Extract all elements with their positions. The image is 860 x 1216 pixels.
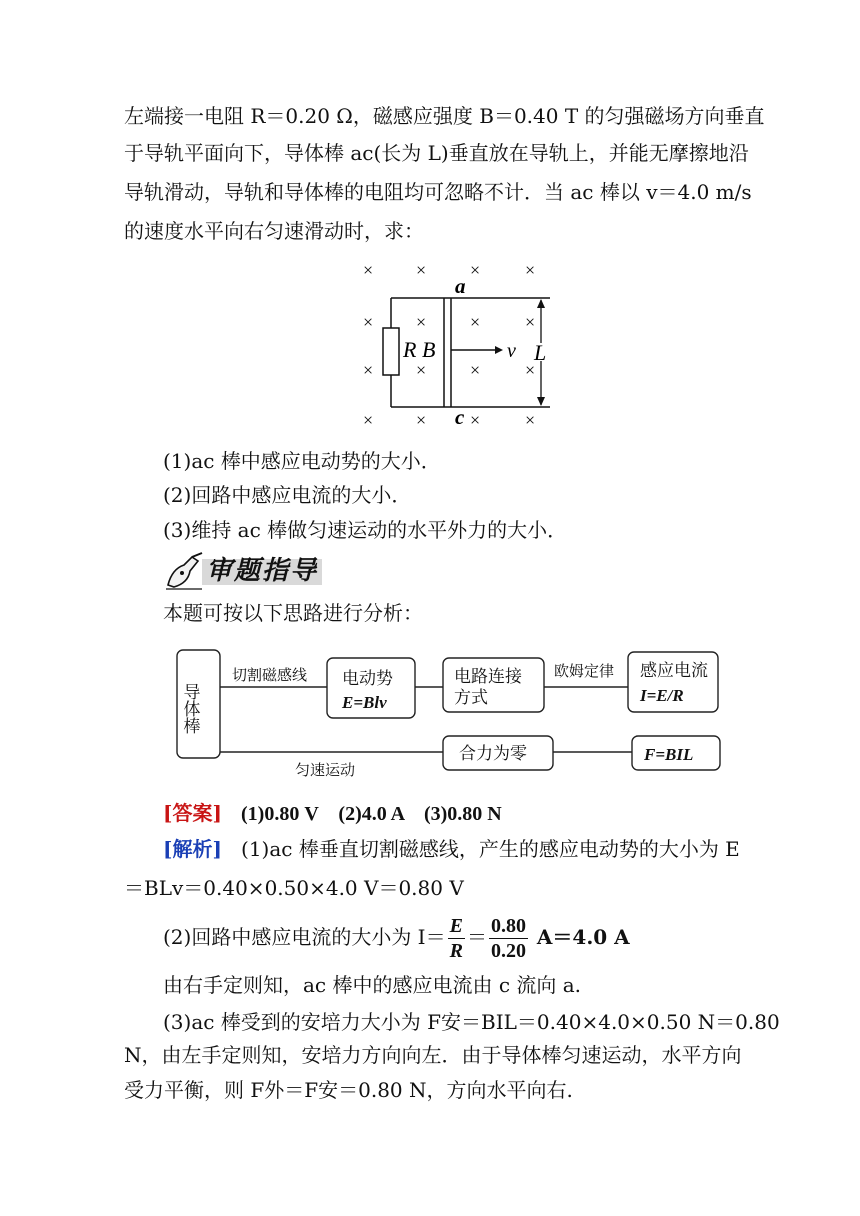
box-current-line2: I=E/R	[640, 686, 684, 705]
problem-line-4: 的速度水平向右匀速滑动时，求：	[124, 219, 424, 243]
label-v: v	[507, 340, 516, 362]
cross-mark: ×	[416, 260, 427, 280]
answer-line	[163, 801, 502, 826]
analysis-line-6: N，由左手定则知，安培力方向向左．由于导体棒匀速运动，水平方向	[124, 1043, 742, 1067]
resistor-symbol	[383, 328, 399, 375]
cross-mark: ×	[416, 360, 427, 380]
question-2: (2)回路中感应电流的大小．	[163, 483, 412, 507]
answer-text: (1)0.80 V (2)4.0 A (3)0.80 N	[241, 803, 502, 825]
question-3: (3)维持 ac 棒做匀速运动的水平外力的大小．	[163, 518, 568, 542]
box-force-label: F=BIL	[644, 745, 694, 764]
equals-sign: ＝	[466, 925, 487, 949]
box-emf-line2: E=Blv	[342, 693, 387, 712]
analysis-flowchart	[170, 642, 730, 782]
box-circuit-line1: 电路连接	[454, 667, 522, 686]
label-L: L	[534, 340, 547, 365]
edge-uniform-label: 匀速运动	[295, 763, 356, 779]
cross-mark: ×	[363, 260, 374, 280]
analysis-line-1	[163, 837, 740, 861]
box-current-line1: 感应电流	[640, 661, 708, 680]
cross-mark: ×	[363, 360, 374, 380]
box-circuit-line2: 方式	[454, 688, 488, 707]
label-c: c	[455, 405, 465, 429]
cross-mark: ×	[363, 410, 374, 430]
answer-tag: [答案]	[163, 801, 222, 825]
cross-mark: ×	[470, 312, 481, 332]
cross-mark: ×	[525, 410, 536, 430]
analysis-tag: [解析]	[163, 837, 222, 861]
guide-heading	[162, 551, 327, 591]
cross-mark: ×	[363, 312, 374, 332]
cross-mark: ×	[470, 260, 481, 280]
analysis-line-7: 受力平衡，则 F外＝F安＝0.80 N，方向水平向右.	[124, 1078, 573, 1102]
box-net-label: 合力为零	[459, 744, 527, 763]
box-emf-line1: 电动势	[342, 669, 393, 688]
analysis-line-2: ＝BLv＝0.40×0.50×4.0 V＝0.80 V	[124, 876, 464, 900]
analysis-p1a: (1)ac 棒垂直切割磁感线，产生的感应电动势的大小为 E	[241, 837, 740, 861]
cross-mark: ×	[525, 360, 536, 380]
analysis-line-4: 由右手定则知，ac 棒中的感应电流由 c 流向 a.	[163, 973, 582, 997]
pen-mascot-icon	[162, 551, 206, 591]
label-B: B	[422, 337, 436, 362]
circuit-figure	[355, 258, 555, 433]
edge-cut-label: 切割磁感线	[232, 668, 308, 684]
fraction-values: $\frac{0.80}{0.20}$	[490, 915, 526, 962]
analysis-line-5: (3)ac 棒受到的安培力大小为 F安＝BIL＝0.40×4.0×0.50 N＝0.80	[163, 1010, 780, 1034]
fraction-e-over-r: $\frac{E}{R}$	[449, 915, 463, 962]
cross-mark: ×	[470, 360, 481, 380]
cross-mark: ×	[470, 410, 481, 430]
guide-intro: 本题可按以下思路进行分析：	[163, 601, 423, 625]
cross-mark: ×	[416, 410, 427, 430]
cross-mark: ×	[525, 260, 536, 280]
problem-line-2: 于导轨平面向下，导体棒 ac(长为 L)垂直放在导轨上，并能无摩擦地沿	[124, 141, 749, 165]
analysis-p2-post: A＝4.0 A	[529, 925, 630, 949]
problem-line-3: 导轨滑动，导轨和导体棒的电阻均可忽略不计．当 ac 棒以 v＝4.0 m/s	[124, 180, 752, 204]
box-start-label: 导体棒	[180, 683, 200, 734]
cross-mark: ×	[525, 312, 536, 332]
label-a: a	[455, 274, 466, 298]
analysis-line-3	[163, 912, 630, 963]
question-1: (1)ac 棒中感应电动势的大小．	[163, 449, 441, 473]
analysis-p2-pre: (2)回路中感应电流的大小为 I＝	[163, 925, 446, 949]
label-R: R	[403, 337, 417, 362]
cross-mark: ×	[416, 312, 427, 332]
edge-ohm-label: 欧姆定律	[554, 664, 615, 680]
guide-title: 审题指导	[206, 556, 319, 586]
problem-line-1: 左端接一电阻 R＝0.20 Ω，磁感应强度 B＝0.40 T 的匀强磁场方向垂直	[124, 104, 765, 128]
